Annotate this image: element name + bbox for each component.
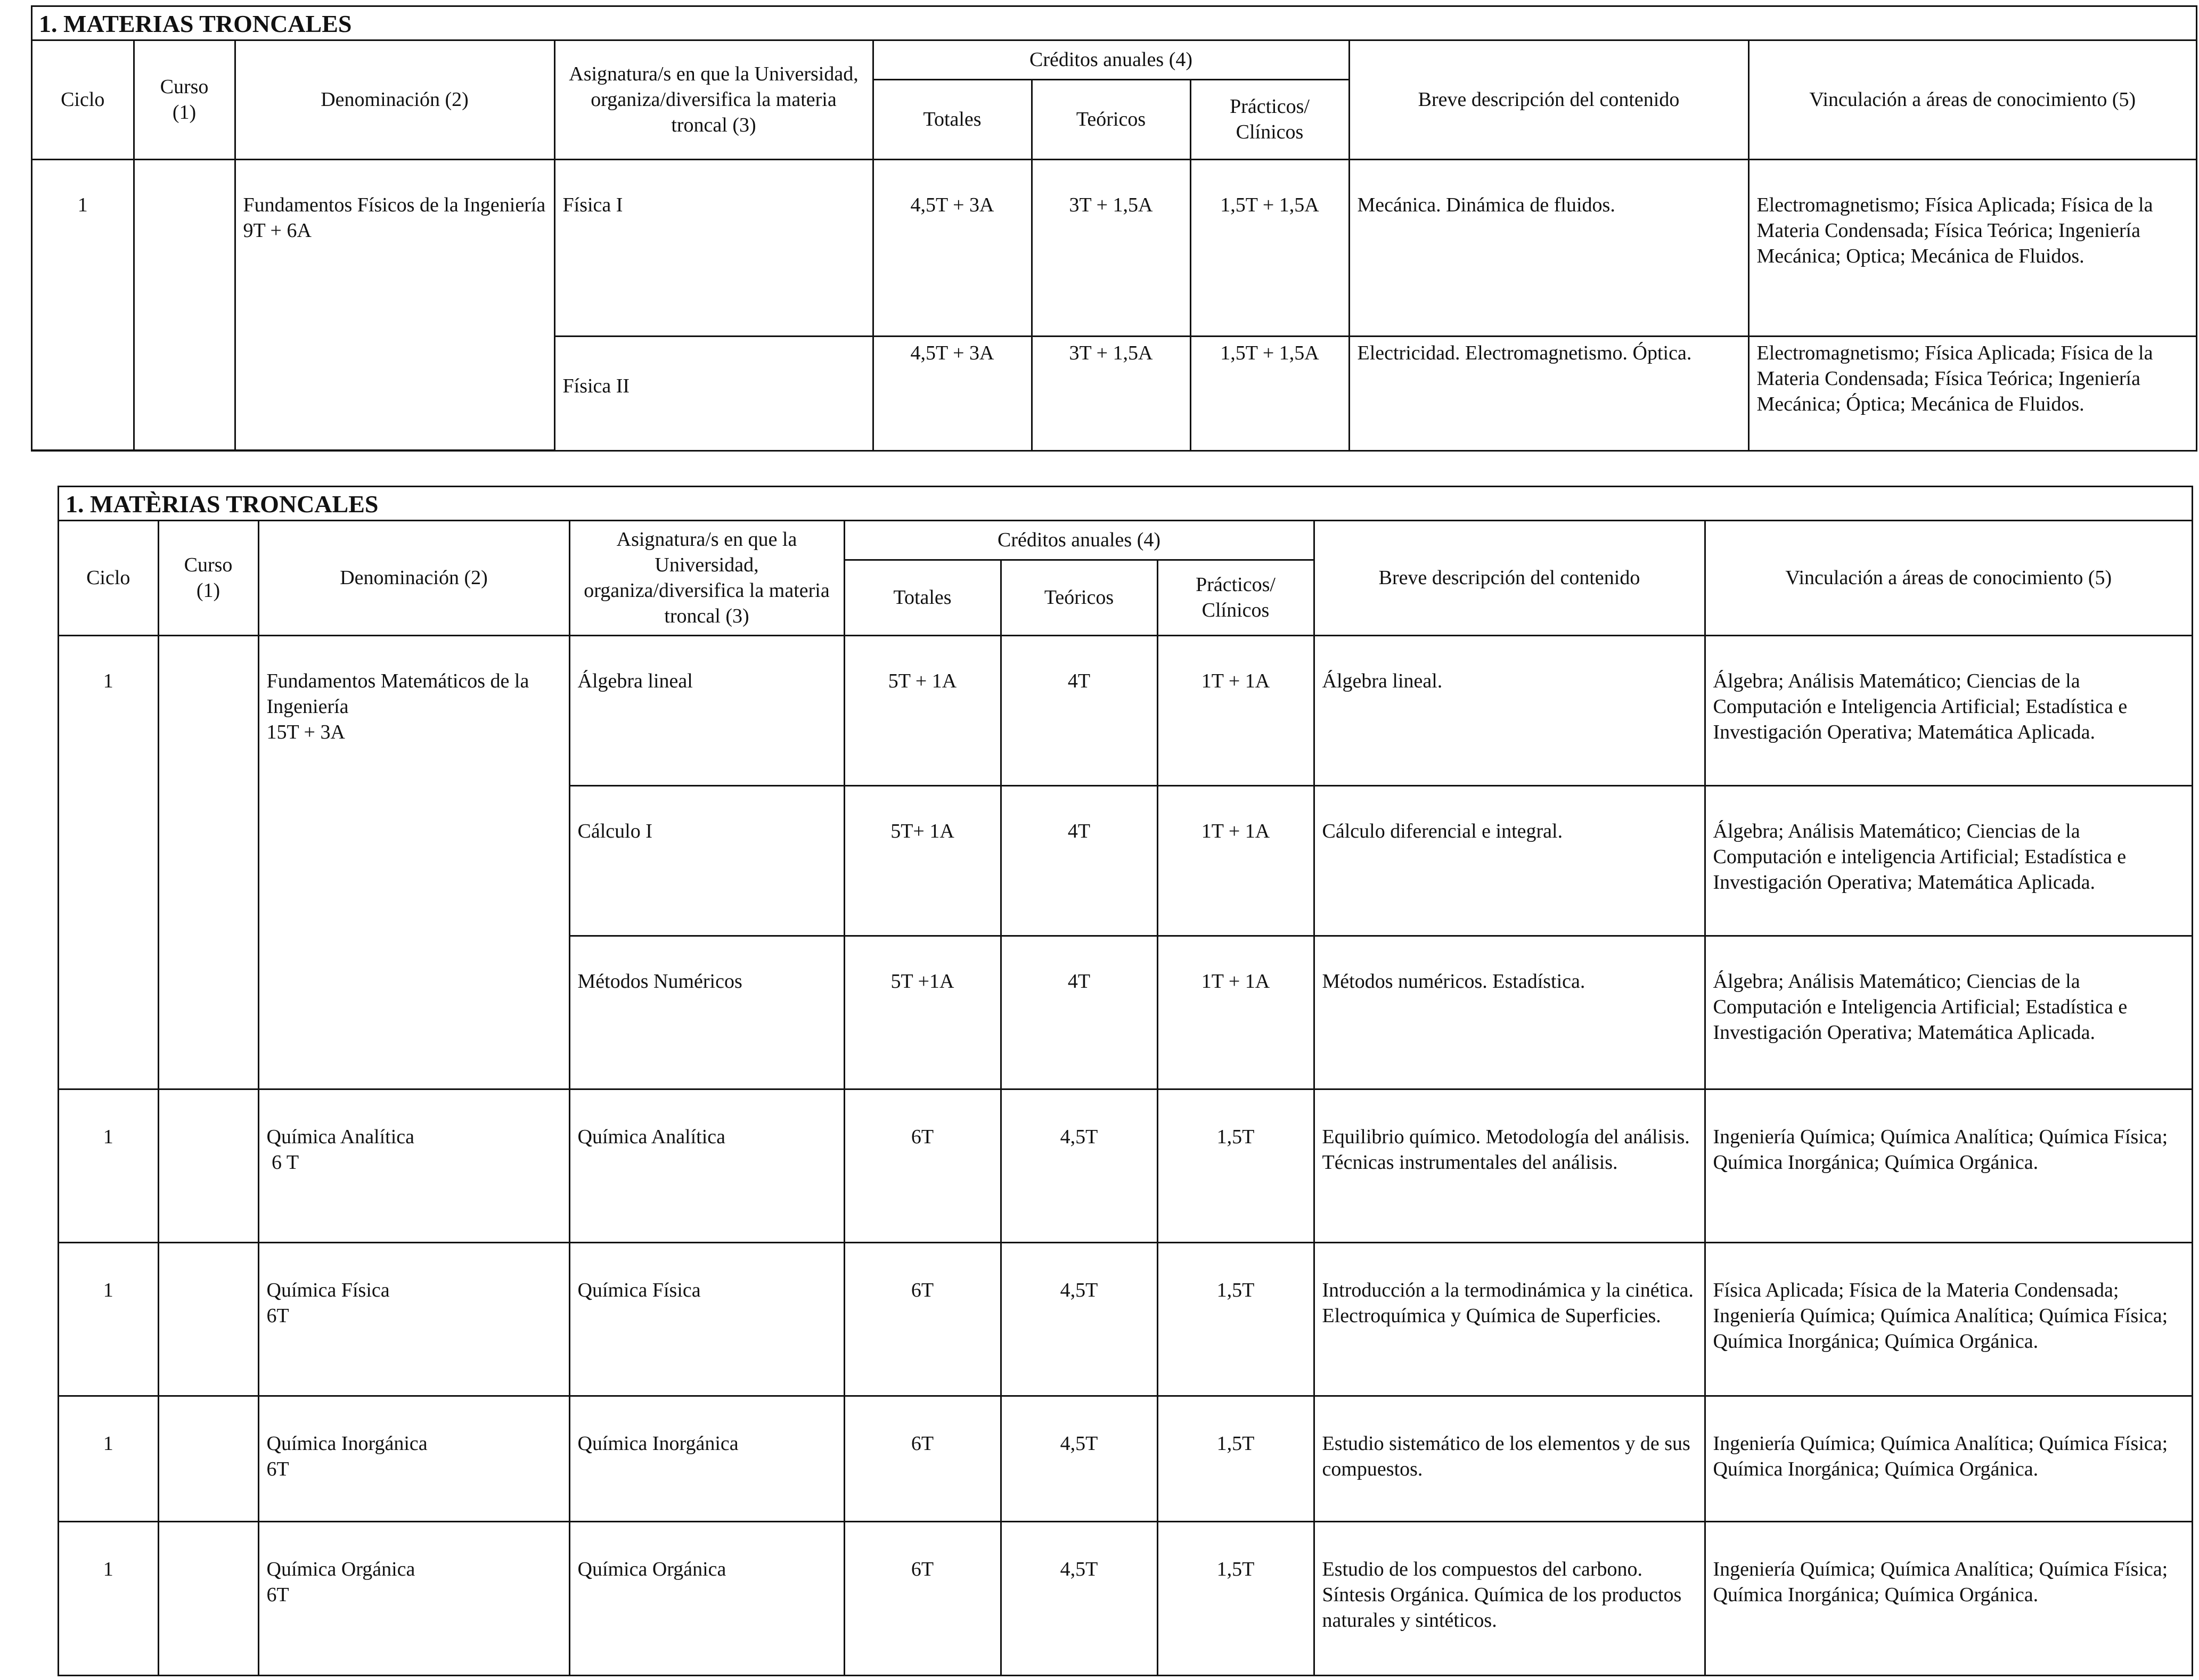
troncales-grid (59, 521, 2192, 1676)
cell-ciclo: 1 (59, 1089, 158, 1242)
header-ciclo: Ciclo (59, 521, 158, 635)
header-creditos: Créditos anuales (4) (844, 521, 1314, 560)
cell-teoricos: 4T (1001, 936, 1157, 1089)
cell-teoricos: 4,5T (1001, 1089, 1157, 1242)
header-teoricos: Teóricos (1032, 79, 1190, 159)
cell-practicos: 1,5T (1157, 1089, 1314, 1242)
cell-teoricos: 4T (1001, 785, 1157, 936)
cell-curso (158, 635, 258, 1089)
header-asignatura: Asignatura/s en que la Universidad, organiza/diversifica la materia troncal (3) (554, 41, 873, 159)
cell-totales: 5T+ 1A (844, 785, 1001, 936)
cell-curso (158, 1396, 258, 1521)
troncales-grid (32, 41, 2196, 451)
header-teoricos: Teóricos (1001, 560, 1157, 635)
header-descripcion: Breve descripción del contenido (1314, 521, 1705, 635)
cell-teoricos: 4,5T (1001, 1521, 1157, 1676)
cell-descripcion: Estudio de los compuestos del carbono. Síntesis Orgánica. Química de los productos naturales y sintéticos. (1314, 1521, 1705, 1676)
cell-totales: 6T (844, 1242, 1001, 1396)
cell-ciclo: 1 (59, 1396, 158, 1521)
cell-descripcion: Métodos numéricos. Estadística. (1314, 936, 1705, 1089)
header-practicos: Prácticos/ Clínicos (1157, 560, 1314, 635)
header-denominacion: Denominación (2) (235, 41, 554, 159)
cell-descripcion: Equilibrio químico. Metodología del análisis. Técnicas instrumentales del análisis. (1314, 1089, 1705, 1242)
cell-totales: 5T + 1A (844, 635, 1001, 785)
cell-descripcion: Mecánica. Dinámica de fluidos. (1349, 159, 1748, 336)
cell-vinculacion: Ingeniería Química; Química Analítica; Química Física; Química Inorgánica; Química Orgánica. (1705, 1089, 2192, 1242)
cell-asignatura: Química Física (569, 1242, 844, 1396)
cell-asignatura: Álgebra lineal (569, 635, 844, 785)
cell-ciclo: 1 (59, 1521, 158, 1676)
cell-totales: 6T (844, 1521, 1001, 1676)
cell-teoricos: 4T (1001, 635, 1157, 785)
cell-curso (158, 1242, 258, 1396)
header-practicos: Prácticos/ Clínicos (1190, 79, 1349, 159)
cell-vinculacion: Electromagnetismo; Física Aplicada; Física de la Materia Condensada; Física Teórica; Ingeniería Mecánica; Optica; Mecánica de Fluidos. (1748, 159, 2196, 336)
cell-totales: 6T (844, 1089, 1001, 1242)
cell-denominacion: Química Orgánica 6T (258, 1521, 569, 1676)
cell-descripcion: Estudio sistemático de los elementos y de sus compuestos. (1314, 1396, 1705, 1521)
cell-denominacion: Química Inorgánica 6T (258, 1396, 569, 1521)
cell-vinculacion: Ingeniería Química; Química Analítica; Química Física; Química Inorgánica; Química Orgánica. (1705, 1396, 2192, 1521)
cell-curso (134, 159, 235, 450)
cell-totales: 4,5T + 3A (873, 159, 1032, 336)
cell-vinculacion: Álgebra; Análisis Matemático; Ciencias de la Computación e Inteligencia Artificial; Estadística e Investigación Operativa; Matemática Aplicada. (1705, 635, 2192, 785)
cell-ciclo: 1 (32, 159, 134, 450)
cell-denominacion: Química Física 6T (258, 1242, 569, 1396)
section-title: 1. MATÈRIAS TRONCALES (59, 487, 2192, 521)
cell-practicos: 1,5T (1157, 1242, 1314, 1396)
header-curso: Curso (1) (134, 41, 235, 159)
cell-vinculacion: Álgebra; Análisis Matemático; Ciencias de la Computación e inteligencia Artificial; Estadística e Investigación Operativa; Matemática Aplicada. (1705, 785, 2192, 936)
table-troncales-matematicas-quimica (58, 486, 2193, 1676)
header-totales: Totales (844, 560, 1001, 635)
table-row (59, 635, 2192, 785)
cell-teoricos: 3T + 1,5A (1032, 159, 1190, 336)
table-troncales-fisica (31, 5, 2197, 452)
header-ciclo: Ciclo (32, 41, 134, 159)
cell-practicos: 1,5T + 1,5A (1190, 159, 1349, 336)
header-denominacion: Denominación (2) (258, 521, 569, 635)
cell-descripcion: Álgebra lineal. (1314, 635, 1705, 785)
table-row (59, 1089, 2192, 1242)
header-vinculacion: Vinculación a áreas de conocimiento (5) (1748, 41, 2196, 159)
cell-descripcion: Cálculo diferencial e integral. (1314, 785, 1705, 936)
table-row (59, 1242, 2192, 1396)
header-totales: Totales (873, 79, 1032, 159)
cell-denominacion: Fundamentos Físicos de la Ingeniería 9T + 6A (235, 159, 554, 450)
cell-asignatura: Química Analítica (569, 1089, 844, 1242)
header-creditos: Créditos anuales (4) (873, 41, 1349, 79)
cell-asignatura: Química Inorgánica (569, 1396, 844, 1521)
cell-descripcion: Introducción a la termodinámica y la cinética. Electroquímica y Química de Superficies. (1314, 1242, 1705, 1396)
cell-teoricos: 4,5T (1001, 1396, 1157, 1521)
cell-practicos: 1,5T (1157, 1396, 1314, 1521)
table-row (59, 1521, 2192, 1676)
cell-practicos: 1T + 1A (1157, 635, 1314, 785)
header-asignatura: Asignatura/s en que la Universidad, organiza/diversifica la materia troncal (3) (569, 521, 844, 635)
table-row (59, 1396, 2192, 1521)
cell-descripcion: Electricidad. Electromagnetismo. Óptica. (1349, 336, 1748, 450)
cell-asignatura: Física II (554, 336, 873, 450)
cell-asignatura: Métodos Numéricos (569, 936, 844, 1089)
cell-vinculacion: Ingeniería Química; Química Analítica; Química Física; Química Inorgánica; Química Orgánica. (1705, 1521, 2192, 1676)
cell-curso (158, 1089, 258, 1242)
cell-practicos: 1T + 1A (1157, 936, 1314, 1089)
cell-totales: 6T (844, 1396, 1001, 1521)
cell-vinculacion: Electromagnetismo; Física Aplicada; Física de la Materia Condensada; Física Teórica; Ingeniería Mecánica; Óptica; Mecánica de Fluidos. (1748, 336, 2196, 450)
cell-practicos: 1,5T (1157, 1521, 1314, 1676)
cell-teoricos: 4,5T (1001, 1242, 1157, 1396)
cell-denominacion: Fundamentos Matemáticos de la Ingeniería 15T + 3A (258, 635, 569, 1089)
cell-totales: 5T +1A (844, 936, 1001, 1089)
cell-totales: 4,5T + 3A (873, 336, 1032, 450)
cell-asignatura: Cálculo I (569, 785, 844, 936)
header-descripcion: Breve descripción del contenido (1349, 41, 1748, 159)
cell-practicos: 1,5T + 1,5A (1190, 336, 1349, 450)
cell-ciclo: 1 (59, 635, 158, 1089)
cell-vinculacion: Física Aplicada; Física de la Materia Condensada; Ingeniería Química; Química Analítica; Química Física; Química Inorgánica; Química Orgánica. (1705, 1242, 2192, 1396)
cell-teoricos: 3T + 1,5A (1032, 336, 1190, 450)
cell-ciclo: 1 (59, 1242, 158, 1396)
cell-vinculacion: Álgebra; Análisis Matemático; Ciencias de la Computación e Inteligencia Artificial; Estadística e Investigación Operativa; Matemática Aplicada. (1705, 936, 2192, 1089)
header-vinculacion: Vinculación a áreas de conocimiento (5) (1705, 521, 2192, 635)
cell-practicos: 1T + 1A (1157, 785, 1314, 936)
table-row (32, 159, 2196, 336)
section-title: 1. MATERIAS TRONCALES (32, 7, 2196, 41)
cell-asignatura: Química Orgánica (569, 1521, 844, 1676)
cell-asignatura: Física I (554, 159, 873, 336)
cell-curso (158, 1521, 258, 1676)
header-curso: Curso (1) (158, 521, 258, 635)
cell-denominacion: Química Analítica 6 T (258, 1089, 569, 1242)
